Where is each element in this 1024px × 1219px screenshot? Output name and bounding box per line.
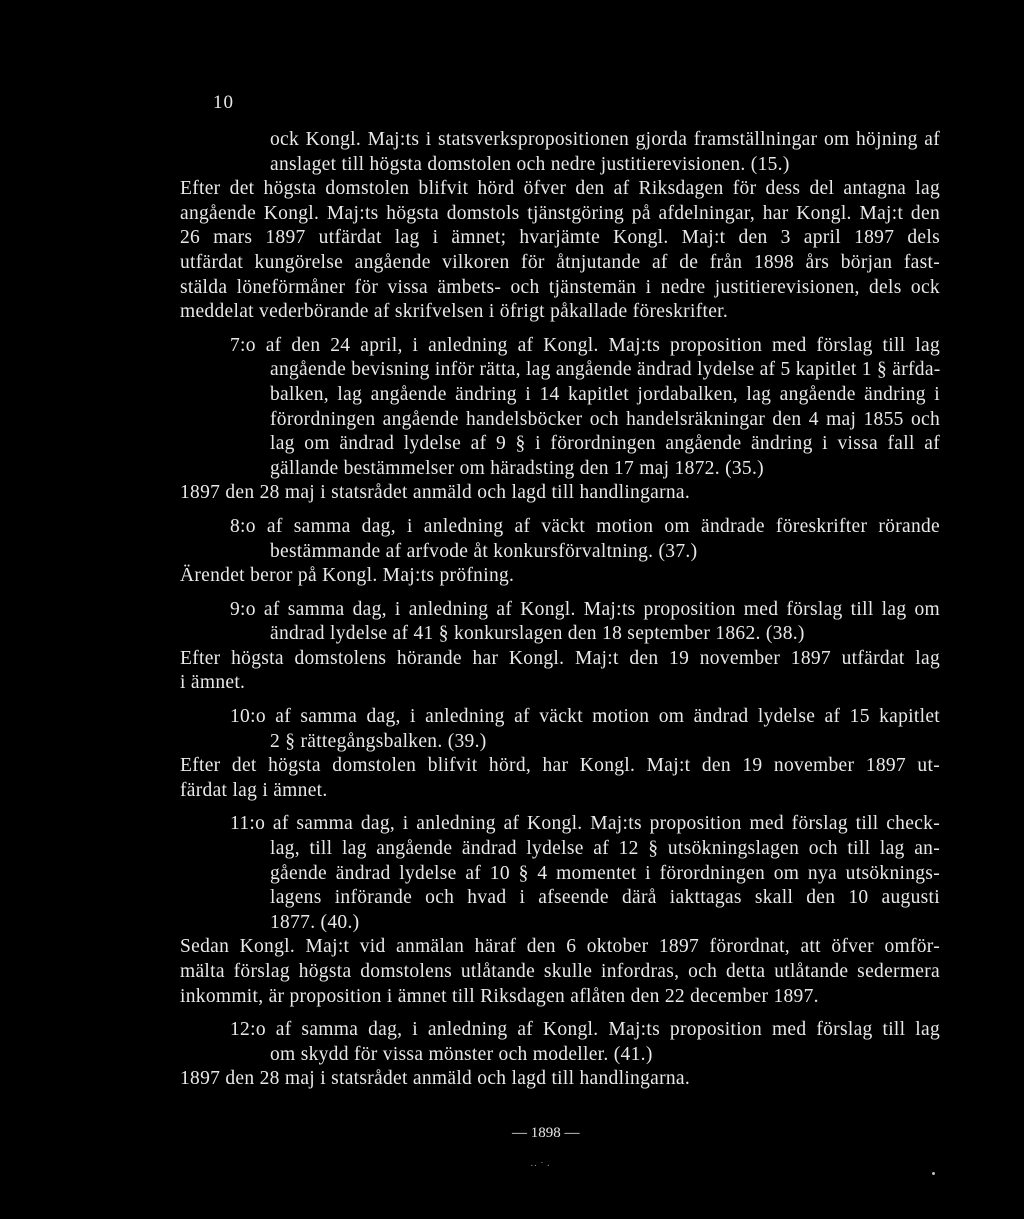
text-line: angående bevisning inför rätta, lag angående ändrad lydelse af 5 kapitlet 1 § ärfda-	[270, 359, 941, 381]
body-text	[180, 128, 940, 1092]
scan-speck: ·· ˙ ·	[530, 1160, 551, 1172]
text-line: 8:o af samma dag, i anledning af väckt motion om ändrade föreskrifter rörande	[230, 515, 940, 537]
text-line: färdat lag i ämnet.	[180, 779, 328, 801]
text-line: 7:o af den 24 april, i anledning af Kongl. Maj:ts proposition med förslag till lag	[230, 334, 940, 356]
text-line: 26 mars 1897 utfärdat lag i ämnet; hvarjämte Kongl. Maj:t den 3 april 1897 dels	[180, 227, 940, 249]
text-line: 1897 den 28 maj i statsrådet anmäld och lagd till handlingarna.	[180, 482, 691, 504]
text-line: balken, lag angående ändring i 14 kapitlet jordabalken, lag angående ändring i	[270, 383, 940, 405]
text-line: lagens införande och hvad i afseende därå iakttagas skall den 10 augusti	[270, 887, 940, 909]
text-line: anslaget till högsta domstolen och nedre justitierevisionen. (15.)	[270, 153, 790, 175]
text-line: 1877. (40.)	[270, 911, 360, 933]
text-line: utfärdat kungörelse angående vilkoren för åtnjutande af de från 1898 års början fast-	[180, 251, 940, 273]
text-line: 10:o af samma dag, i anledning af väckt motion om ändrad lydelse af 15 kapitlet	[230, 706, 940, 728]
text-line: inkommit, är proposition i ämnet till Riksdagen aflåten den 22 december 1897.	[180, 985, 819, 1007]
text-line: Efter det högsta domstolen blifvit hörd öfver den af Riksdagen för dess del antagna lag	[180, 178, 940, 200]
text-line: ändrad lydelse af 41 § konkurslagen den 18 september 1862. (38.)	[270, 623, 805, 645]
text-line: meddelat vederbörande af skrifvelsen i öfrigt påkallade föreskrifter.	[180, 301, 729, 323]
text-line: angående Kongl. Maj:ts högsta domstols tjänstgöring på afdelningar, har Kongl. Maj:t den	[180, 202, 940, 224]
text-line: 2 § rättegångsbalken. (39.)	[270, 730, 487, 752]
text-line: i ämnet.	[180, 672, 246, 694]
text-line: Efter det högsta domstolen blifvit hörd, har Kongl. Maj:t den 19 november 1897 ut-	[180, 755, 940, 777]
text-line: lag om ändrad lydelse af 9 § i förordningen angående ändring i vissa fall af	[270, 433, 940, 455]
text-line: 9:o af samma dag, i anledning af Kongl. Maj:ts proposition med förslag till lag om	[230, 598, 940, 620]
text-line: om skydd för vissa mönster och modeller. (41.)	[270, 1043, 653, 1065]
text-line: gällande bestämmelser om häradsting den 17 maj 1872. (35.)	[270, 457, 764, 479]
text-line: 11:o af samma dag, i anledning af Kongl. Maj:ts proposition med förslag till check-	[230, 813, 940, 835]
text-line: ock Kongl. Maj:ts i statsverkspropositionen gjorda framställningar om höjning af	[270, 129, 940, 150]
text-line: Efter högsta domstolens hörande har Kongl. Maj:t den 19 november 1897 utfärdat lag	[180, 647, 940, 669]
text-line: förordningen angående handelsböcker och handelsräkningar den 4 maj 1855 och	[270, 408, 940, 430]
scan-dot	[932, 1172, 935, 1175]
text-line: bestämmande af arfvode åt konkursförvaltning. (37.)	[270, 540, 698, 562]
text-line: Sedan Kongl. Maj:t vid anmälan häraf den 6 oktober 1897 förordnat, att öfver omför-	[180, 936, 940, 958]
text-line: gående ändrad lydelse af 10 § 4 momentet i förordningen om nya utsöknings-	[270, 862, 940, 884]
page-number: 10	[213, 92, 234, 113]
text-line: 1897 den 28 maj i statsrådet anmäld och lagd till handlingarna.	[180, 1068, 691, 1090]
text-line: mälta förslag högsta domstolens utlåtande skulle infordras, och detta utlåtande sedermera	[180, 961, 940, 982]
text-line: Ärendet beror på Kongl. Maj:ts pröfning.	[180, 565, 515, 587]
year-divider: — 1898 —	[512, 1125, 580, 1141]
text-line: stälda löneförmåner för vissa ämbets- och tjänstemän i nedre justitierevisionen, dels ock	[180, 276, 940, 298]
text-line: 12:o af samma dag, i anledning af Kongl. Maj:ts proposition med förslag till lag	[230, 1019, 940, 1041]
text-line: lag, till lag angående ändrad lydelse af 12 § utsökningslagen och till lag an-	[270, 838, 940, 860]
